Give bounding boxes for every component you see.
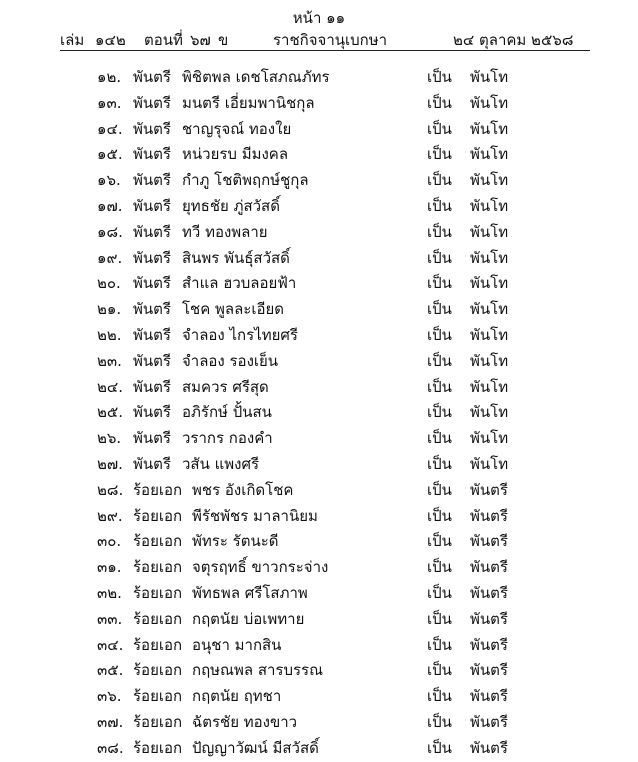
list-item (0, 271, 638, 297)
list-item (0, 710, 638, 736)
entry-new-rank: พันโท (470, 326, 509, 344)
volume-label: เล่ม (60, 31, 85, 49)
entry-name: อภิรักษ์ ปั้นสน (182, 403, 272, 422)
list-item (0, 555, 638, 581)
entry-new-rank: พันโท (470, 171, 509, 190)
entry-new-rank: พันโท (470, 403, 509, 422)
entry-new-rank: พันตรี (470, 532, 508, 551)
entry-name: พิชิตพล เดชโสภณภัทร (182, 68, 330, 86)
entry-rank: ร้อยเอก (133, 532, 183, 551)
entry-number: ๓๓. (97, 609, 123, 628)
entry-new-rank: พันโท (470, 93, 509, 112)
entry-name: สินพร พันธุ์สวัสดิ์ (182, 248, 290, 267)
list-item (0, 246, 638, 272)
entry-new-rank: พันโท (470, 429, 509, 448)
entry-new-rank: พันตรี (470, 687, 508, 706)
entry-new-rank: พันตรี (470, 506, 508, 525)
entry-verb: เป็น (427, 713, 452, 731)
list-item (0, 91, 638, 117)
page-number: หน้า ๑๑ (292, 9, 346, 27)
entry-name: ทวี ทองพลาย (182, 222, 268, 241)
entry-verb: เป็น (427, 480, 452, 499)
entry-name: กฤตนัย ฤทชา (192, 687, 282, 706)
entry-name: พชร อังเกิดโชค (192, 480, 294, 499)
entry-new-rank: พันโท (470, 248, 509, 267)
entry-new-rank: พันตรี (470, 738, 508, 757)
entry-rank: พันตรี (133, 171, 171, 190)
entry-rank: ร้อยเอก (133, 713, 183, 731)
entry-name: สำแล ฮวบลอยฟ้า (182, 274, 297, 293)
entry-verb: เป็น (427, 222, 452, 241)
list-item (0, 684, 638, 710)
list-item (0, 529, 638, 555)
section-label: ตอนที่ (144, 31, 183, 49)
entry-number: ๓๗. (97, 713, 124, 731)
list-item (0, 478, 638, 504)
list-item (0, 117, 638, 143)
entry-rank: พันตรี (133, 145, 171, 164)
entry-number: ๒๘. (97, 480, 124, 499)
entry-new-rank: พันโท (470, 300, 509, 319)
entry-verb: เป็น (427, 171, 452, 190)
entry-number: ๑๒. (97, 68, 122, 86)
entry-rank: พันตรี (133, 119, 171, 138)
entry-number: ๒๔. (97, 377, 124, 396)
entry-rank: ร้อยเอก (133, 635, 183, 654)
entry-number: ๒๒. (97, 326, 122, 344)
entry-number: ๑๔. (97, 119, 123, 138)
entry-number: ๓๘. (97, 738, 124, 757)
section-part: ข (218, 31, 229, 49)
entry-rank: พันตรี (133, 403, 171, 422)
entry-number: ๒๐. (97, 274, 121, 293)
list-item (0, 323, 638, 349)
list-item (0, 349, 638, 375)
entry-verb: เป็น (427, 274, 452, 293)
entry-name: ยุทธชัย ภู่สวัสดิ์ (182, 197, 280, 215)
entry-verb: เป็น (427, 68, 452, 86)
entry-name: กำภู โชติพฤกษ์ชูกุล (182, 171, 309, 190)
entry-new-rank: พันตรี (470, 635, 508, 654)
entry-rank: ร้อยเอก (133, 609, 183, 628)
issue-date: ๒๔ ตุลาคม ๒๕๖๘ (453, 31, 574, 49)
entry-rank: พันตรี (133, 274, 171, 293)
entry-verb: เป็น (427, 687, 452, 706)
list-item (0, 452, 638, 478)
entry-rank: พันตรี (133, 300, 171, 319)
entry-name: พีรัชพัชร มาลานิยม (192, 506, 318, 525)
entry-number: ๑๙. (97, 248, 123, 267)
list-item (0, 633, 638, 659)
entry-verb: เป็น (427, 455, 452, 473)
entry-verb: เป็น (427, 145, 452, 164)
entry-rank: พันตรี (133, 455, 171, 473)
entry-number: ๑๖. (97, 171, 121, 190)
volume-number: ๑๔๒ (95, 31, 126, 49)
list-item (0, 142, 638, 168)
entry-name: จำลอง ไกรไทยศรี (182, 326, 298, 344)
entry-rank: ร้อยเอก (133, 584, 183, 602)
entry-verb: เป็น (427, 738, 452, 757)
list-item (0, 375, 638, 401)
entry-number: ๓๖. (97, 687, 122, 706)
entry-name: พัทระ รัตนะดี (192, 532, 279, 551)
entry-verb: เป็น (427, 403, 452, 422)
entry-verb: เป็น (427, 300, 452, 319)
entry-number: ๒๓. (97, 351, 122, 370)
entry-verb: เป็น (427, 661, 452, 680)
entry-verb: เป็น (427, 326, 452, 344)
entry-rank: พันตรี (133, 93, 171, 112)
entry-verb: เป็น (427, 558, 452, 577)
entry-new-rank: พันตรี (470, 584, 508, 602)
entry-rank: ร้อยเอก (133, 506, 183, 525)
entry-number: ๒๑. (97, 300, 122, 319)
entry-name: อนุชา มากสิน (192, 635, 282, 654)
list-item (0, 65, 638, 91)
entry-rank: ร้อยเอก (133, 480, 183, 499)
entry-name: มนตรี เอี่ยมพานิชกุล (182, 93, 315, 112)
entry-rank: พันตรี (133, 377, 171, 396)
entry-new-rank: พันโท (470, 274, 509, 293)
entry-name: ชาญรุจณ์ ทองใย (182, 119, 292, 138)
entry-new-rank: พันโท (470, 377, 509, 396)
gazette-title: ราชกิจจานุเบกษา (273, 31, 388, 49)
entry-new-rank: พันโท (470, 68, 509, 86)
list-item (0, 426, 638, 452)
entry-name: วสัน แพงศรี (182, 455, 260, 473)
entry-rank: พันตรี (133, 429, 171, 448)
entry-verb: เป็น (427, 93, 452, 112)
entry-verb: เป็น (427, 584, 452, 602)
header-rule (60, 50, 590, 51)
entry-rank: พันตรี (133, 222, 171, 241)
entry-number: ๒๗. (97, 455, 123, 473)
entry-number: ๓๑. (97, 558, 122, 577)
entry-rank: ร้อยเอก (133, 738, 183, 757)
entry-rank: พันตรี (133, 68, 171, 86)
entry-number: ๒๕. (97, 403, 124, 422)
entry-new-rank: พันตรี (470, 609, 508, 628)
entry-verb: เป็น (427, 609, 452, 628)
entry-name: สมควร ศรีสุด (182, 377, 269, 396)
entry-rank: พันตรี (133, 351, 171, 370)
entry-number: ๒๙. (97, 506, 123, 525)
entry-name: ปัญญาวัฒน์ มีสวัสดิ์ (192, 738, 319, 757)
entry-verb: เป็น (427, 248, 452, 267)
entry-name: พัทธพล ศรีโสภาพ (192, 584, 308, 602)
entry-name: ฉัตรชัย ทองขาว (192, 713, 298, 731)
entry-rank: พันตรี (133, 197, 171, 215)
entry-new-rank: พันโท (470, 351, 509, 370)
list-item (0, 220, 638, 246)
entry-new-rank: พันตรี (470, 558, 508, 577)
entry-verb: เป็น (427, 635, 452, 654)
entry-rank: ร้อยเอก (133, 687, 183, 706)
entry-verb: เป็น (427, 197, 452, 215)
entry-new-rank: พันตรี (470, 480, 508, 499)
entry-new-rank: พันโท (470, 455, 509, 473)
entry-rank: พันตรี (133, 248, 171, 267)
section-number: ๖๗ (190, 31, 211, 49)
list-item (0, 297, 638, 323)
list-item (0, 504, 638, 530)
entry-verb: เป็น (427, 377, 452, 396)
entry-name: วรากร กองคำ (182, 429, 273, 448)
entry-number: ๓๐. (97, 532, 122, 551)
entry-verb: เป็น (427, 119, 452, 138)
entry-number: ๒๖. (97, 429, 122, 448)
entry-rank: ร้อยเอก (133, 558, 183, 577)
entry-number: ๑๓. (97, 93, 122, 112)
entry-name: หน่วยรบ มีมงคล (182, 145, 289, 164)
entry-name: โชค พูลละเอียด (182, 300, 285, 319)
entry-verb: เป็น (427, 429, 452, 448)
list-item (0, 194, 638, 220)
entry-number: ๓๒. (97, 584, 122, 602)
entry-new-rank: พันตรี (470, 713, 508, 731)
entry-name: กฤตนัย บ่อเพทาย (192, 609, 305, 628)
list-item (0, 736, 638, 762)
entry-verb: เป็น (427, 351, 452, 370)
entry-name: จำลอง รองเย็น (182, 351, 279, 370)
entry-rank: พันตรี (133, 326, 171, 344)
entry-new-rank: พันโท (470, 197, 509, 215)
entry-new-rank: พันตรี (470, 661, 508, 680)
entry-number: ๑๘. (97, 222, 123, 241)
entry-verb: เป็น (427, 506, 452, 525)
list-item (0, 658, 638, 684)
entry-new-rank: พันโท (470, 119, 509, 138)
list-item (0, 607, 638, 633)
list-item (0, 168, 638, 194)
entry-number: ๑๗. (97, 197, 123, 215)
entry-name: จตุรฤทธิ์ ขาวกระจ่าง (192, 558, 329, 577)
entry-verb: เป็น (427, 532, 452, 551)
entry-new-rank: พันโท (470, 145, 509, 164)
entry-number: ๑๕. (97, 145, 123, 164)
entry-name: กฤษณพล สารบรรณ (192, 661, 324, 680)
entry-number: ๓๔. (97, 635, 124, 654)
list-item (0, 400, 638, 426)
entry-number: ๓๕. (97, 661, 124, 680)
entry-rank: ร้อยเอก (133, 661, 183, 680)
entry-new-rank: พันโท (470, 222, 509, 241)
list-item (0, 581, 638, 607)
